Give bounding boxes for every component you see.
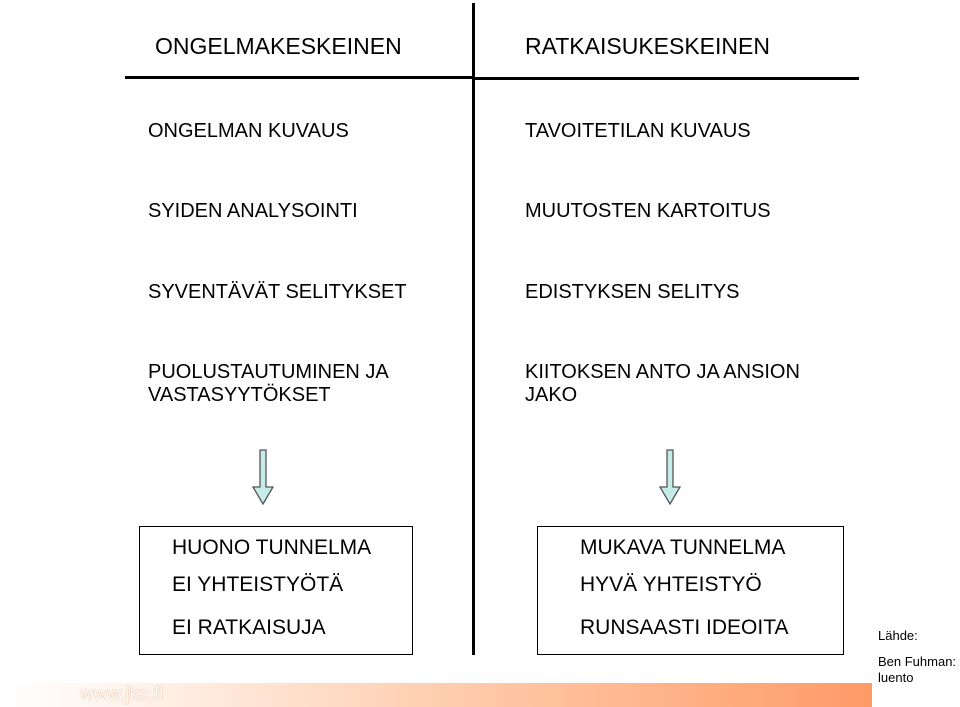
source-label: Lähde: [878,628,918,643]
left-outcome-mood: HUONO TUNNELMA [172,536,372,559]
right-item-goal-description: TAVOITETILAN KUVAUS [525,120,751,142]
left-item-defending: PUOLUSTAUTUMINEN JA VASTASYYTÖKSET [148,361,389,406]
right-outcome-box [537,526,844,655]
left-outcome-solutions: EI RATKAISUJA [172,616,326,639]
left-item-cause-analysis: SYIDEN ANALYSOINTI [148,200,358,222]
right-column-header: RATKAISUKESKEINEN [525,33,770,59]
right-item-progress-explanation: EDISTYKSEN SELITYS [525,281,740,303]
right-outcome-cooperation: HYVÄ YHTEISTYÖ [580,573,762,596]
right-item-thanks-credit: KIITOKSEN ANTO JA ANSION JAKO [525,361,800,406]
footer-url: www.jkc.fi [80,684,164,705]
left-column-header: ONGELMAKESKEINEN [155,33,402,59]
center-divider [472,3,475,655]
left-down-arrow-icon [252,449,274,505]
left-outcome-cooperation: EI YHTEISTYÖTÄ [172,573,344,596]
right-down-arrow-icon [659,449,681,505]
left-header-underline [125,76,472,79]
left-item-problem-description: ONGELMAN KUVAUS [148,120,349,142]
right-header-underline [475,77,859,80]
source-detail: luento [878,670,914,685]
source-author: Ben Fuhman: [878,654,957,669]
right-item-change-mapping: MUUTOSTEN KARTOITUS [525,200,771,222]
right-outcome-mood: MUKAVA TUNNELMA [580,536,786,559]
left-item-deep-explanations: SYVENTÄVÄT SELITYKSET [148,281,407,303]
left-outcome-box [139,526,413,655]
right-outcome-ideas: RUNSAASTI IDEOITA [580,616,789,639]
